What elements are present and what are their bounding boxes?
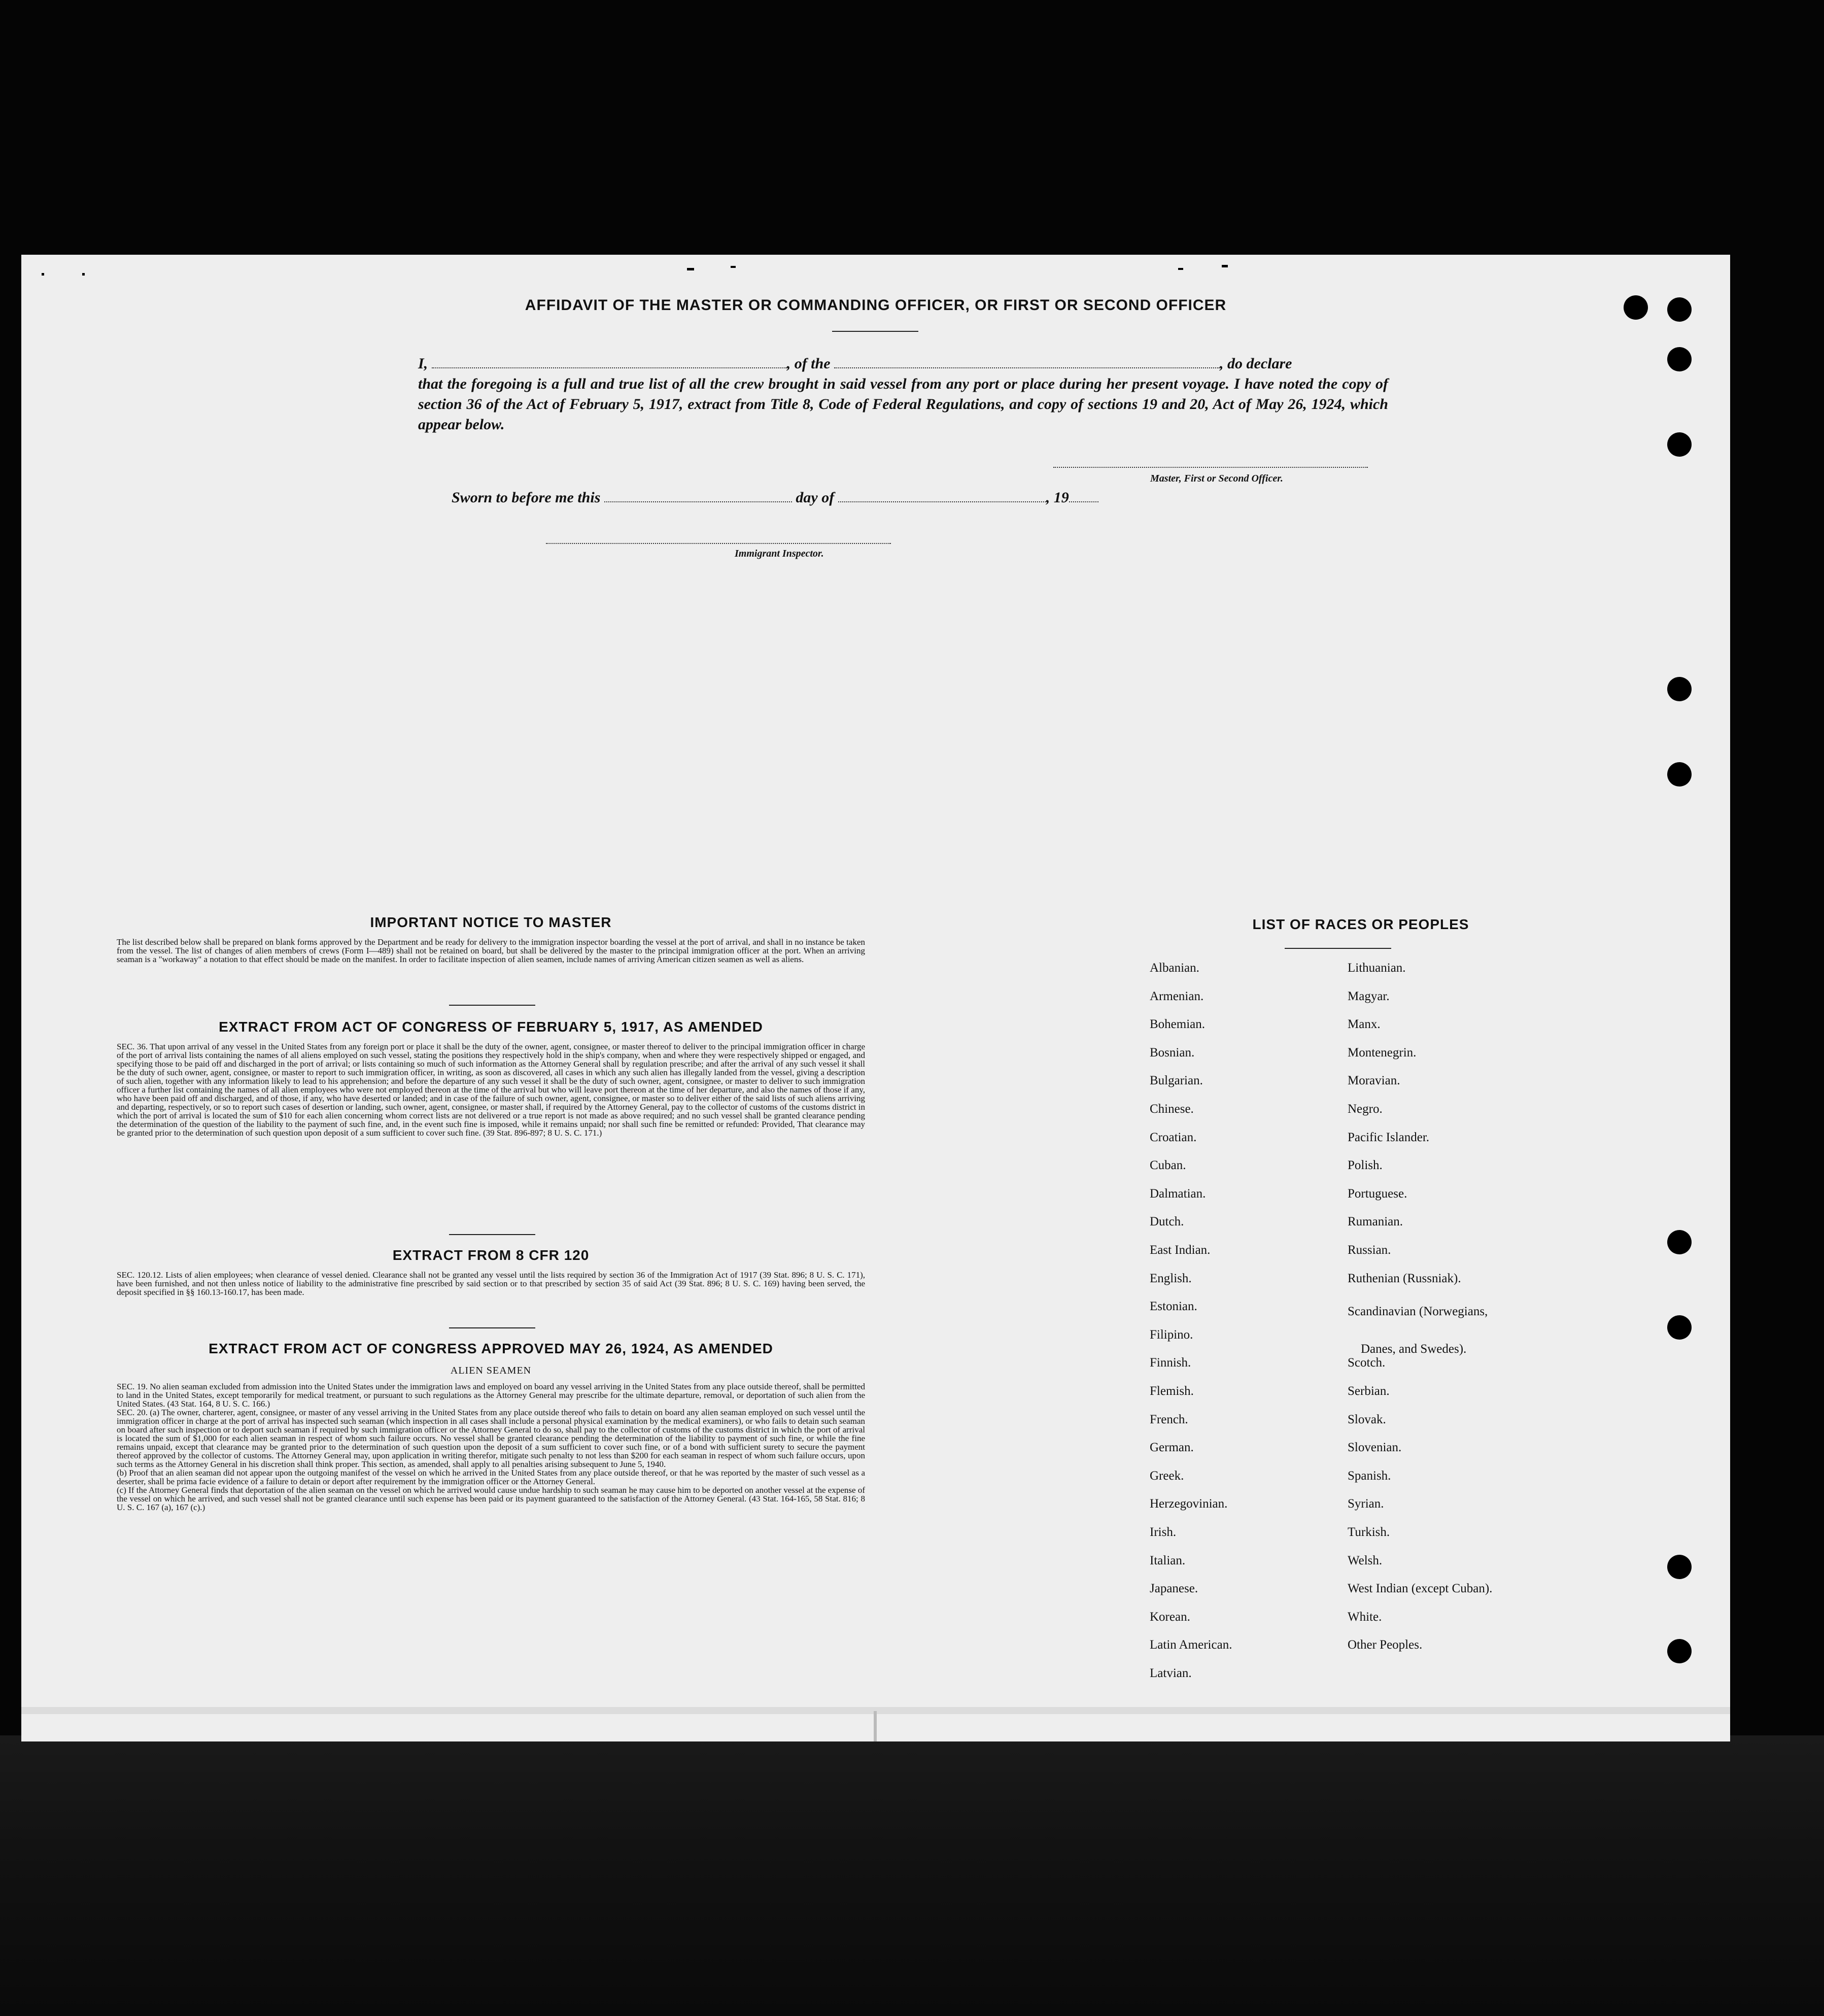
sworn-year-label: , 19 xyxy=(1046,489,1069,506)
race-item: East Indian. xyxy=(1150,1243,1211,1257)
race-item: Croatian. xyxy=(1150,1130,1197,1144)
extract-1917-paragraph: SEC. 36. That upon arrival of any vessel in the United States from any foreign port or place it shall be the duty of the owner, agent, consignee, or master thereof to deliver to the principal immigration officer in charge of the port of arrival lists containing the names of all aliens employed on such vessel, stating the positions they respectively hold in the ship's company, when and where they were respectively shipped or engaged, and specifying those to be paid off and discharged in the port of arrival; or lists containing so much of such information as the Attorney General shall by regulation prescribe; and after the arrival of any such vessel it shall be the duty of such owner, agent, consignee, or master to report to such immigration officer, in writing, as soon as discovered, all cases in which any such alien has illegally landed from the vessel, giving a description of such alien, together with any information likely to lead to his apprehension; and before the departure of any such vessel it shall be the duty of such owner, agent, consignee, or master to deliver to such immigration officer a further list containing the names of all alien employees who were not employed thereon at the time of the arrival but who will leave port thereon at the time of her departure, and also the names of those if any, who have been paid off and discharged, and of those, if any, who have deserted or landed; and in case of the failure of such owner, agent, consignee, or master so to deliver either of the said lists of such aliens arriving and departing, respectively, or so to report such cases of desertion or landing, such owner, agent, consignee, or master shall, if required by the Attorney General, pay to the collector of customs of the customs district in which the port of arrival is located the sum of $10 for each alien concerning whom correct lists are not delivered or a true report is not made as above required; and no such vessel shall be granted clearance pending the determination of the question of the liability to the payment of such fine, and, in the event such fine is imposed, while it remains unpaid; nor shall such fine be remitted or refunded: Provided, That clearance may be granted prior to the determination of such question upon deposit of a sum sufficient to cover such fine. (39 Stat. 896-897; 8 U. S. C. 171.) xyxy=(117,1042,865,1138)
race-item: Rumanian. xyxy=(1348,1215,1403,1229)
extract-1917-title: EXTRACT FROM ACT OF CONGRESS OF FEBRUARY 5, 1917, AS AMENDED xyxy=(219,1019,763,1035)
sec-20b-paragraph: (b) Proof that an alien seaman did not appear upon the outgoing manifest of the vessel on which he arrived in the United States from any place outside thereof, or that he was reported by the master of such vessel as a deserter, shall be prima facie evidence of a failure to detain or deport after requirement by the immigration officer or the Attorney General. xyxy=(117,1468,865,1486)
race-item: Albanian. xyxy=(1150,961,1199,975)
race-item: Pacific Islander. xyxy=(1348,1130,1430,1144)
speck xyxy=(1178,268,1183,270)
sec-20c-paragraph: (c) If the Attorney General finds that deportation of the alien seaman on the vessel on which he arrived would cause undue hardship to such seaman he may cause him to be deported on another vessel at the expense of the vessel on which he arrived, and such vessel shall not be granted clearance until such expense has been paid or its payment guaranteed to the satisfaction of the Attorney General. (43 Stat. 164-165, 58 Stat. 816; 8 U. S. C. 167 (a), 167 (c).) xyxy=(117,1485,865,1512)
extract-cfr-body xyxy=(117,1271,865,1296)
extract-cfr-paragraph: SEC. 120.12. Lists of alien employees; when clearance of vessel denied. Clearance shall not be granted any vessel until the lists required by section 36 of the Immigration Act of 1917 (39 Stat. 896; 8 U. S. C. 171), have been furnished, and not then unless notice of liability to the administrative fine prescribed by said section or to that prescribed by section 35 of said Act (39 Stat. 896; 8 U. S. C. 169) having been served, the deposit specified in §§ 160.13-160.17, has been made. xyxy=(117,1270,865,1297)
race-item: Filipino. xyxy=(1150,1327,1193,1342)
race-item: Syrian. xyxy=(1348,1497,1384,1511)
race-item: Lithuanian. xyxy=(1348,961,1406,975)
punch-hole xyxy=(1667,1639,1692,1663)
race-item: Slovenian. xyxy=(1348,1441,1402,1455)
race-item: Scotch. xyxy=(1348,1356,1386,1370)
page-fold xyxy=(874,1711,877,1741)
inspector-signature-label: Immigrant Inspector. xyxy=(735,548,824,559)
race-item: Irish. xyxy=(1150,1525,1177,1539)
sworn-year-field[interactable] xyxy=(1069,492,1098,502)
race-item: White. xyxy=(1348,1610,1382,1624)
race-item: Flemish. xyxy=(1150,1384,1194,1398)
race-item: Korean. xyxy=(1150,1610,1190,1624)
race-item: Bohemian. xyxy=(1150,1017,1206,1032)
race-item: Cuban. xyxy=(1150,1158,1186,1173)
declaration-line xyxy=(418,354,1388,374)
race-item: Other Peoples. xyxy=(1348,1638,1423,1652)
notice-title: IMPORTANT NOTICE TO MASTER xyxy=(370,914,612,930)
extract-1924-title: EXTRACT FROM ACT OF CONGRESS APPROVED MAY 26, 1924, AS AMENDED xyxy=(209,1341,773,1356)
race-item: German. xyxy=(1150,1441,1194,1455)
race-item: Slovak. xyxy=(1348,1412,1386,1426)
race-item: Negro. xyxy=(1348,1102,1383,1116)
race-item: Dalmatian. xyxy=(1150,1186,1206,1201)
master-signature-line[interactable] xyxy=(1053,467,1368,468)
race-item: English. xyxy=(1150,1271,1192,1285)
vessel-prefix: , of the xyxy=(786,355,831,372)
races-title: LIST OF RACES OR PEOPLES xyxy=(1252,916,1469,932)
section-divider xyxy=(449,1005,535,1006)
race-item: Moravian. xyxy=(1348,1074,1400,1088)
race-item: Manx. xyxy=(1348,1017,1381,1032)
punch-hole xyxy=(1667,1555,1692,1579)
race-item: Greek. xyxy=(1150,1468,1184,1483)
race-item: Magyar. xyxy=(1348,989,1390,1003)
master-signature-label: Master, First or Second Officer. xyxy=(1150,473,1283,484)
sworn-day-field[interactable] xyxy=(604,492,792,502)
race-item: Latvian. xyxy=(1150,1666,1192,1680)
speck xyxy=(731,266,736,268)
affidavit-statement: that the foregoing is a full and true list of all the crew brought in said vessel from any port or place during her present voyage. I have noted the copy of section 36 of the Act of February 5, 1917, extract from Title 8, Code of Federal Regulations, and copy of sections 19 and 20, Act of May 26, 1924, which appear below. xyxy=(418,375,1388,433)
race-item: Welsh. xyxy=(1348,1553,1383,1567)
race-item: Herzegovinian. xyxy=(1150,1497,1228,1511)
speck xyxy=(82,273,85,276)
race-item: Bulgarian. xyxy=(1150,1074,1203,1088)
vessel-name-field[interactable] xyxy=(834,358,1220,368)
extract-1924-body xyxy=(117,1382,865,1512)
race-item: Scandinavian (Norwegians, xyxy=(1348,1305,1488,1319)
speck xyxy=(42,273,44,276)
affidavit-title: AFFIDAVIT OF THE MASTER OR COMMANDING OFFICER, OR FIRST OR SECOND OFFICER xyxy=(525,297,1227,314)
extract-cfr-title: EXTRACT FROM 8 CFR 120 xyxy=(392,1247,590,1263)
races-divider xyxy=(1285,948,1391,949)
affidavit-statement-block xyxy=(418,354,1388,435)
notice-body xyxy=(117,938,865,964)
sworn-day-label: day of xyxy=(796,489,835,506)
race-item: Bosnian. xyxy=(1150,1045,1195,1060)
sec-20a-paragraph: SEC. 20. (a) The owner, charterer, agent, consignee, or master of any vessel arriving in the United States from any place outside thereof who fails to detain on board any alien seaman employed on such vessel until the immigration officer in charge at the port of arrival has inspected such seaman (which inspection in all cases shall include a personal physical examination by the medical examiners), or who fails to detain such seaman on board after such inspection or to deport such seaman if required by such immigration officer or the Attorney General to do so, shall pay to the collector of customs of the customs district in which the port of arrival is located the sum of $1,000 for each alien seaman in respect of whom such failure occurs. No vessel shall be granted clearance pending the determination of the liability to payment of such fine, or while the fine remains unpaid, except that clearance may be granted prior to the determination of such question upon the deposit of a sum sufficient to cover such fine, or of a bond with sufficient surety to secure the payment thereof approved by the collector of customs. The Attorney General may, upon application in writing therefor, mitigate such penalty to not less than $200 for each seaman in respect of whom such failure occurs, upon such terms as the Attorney General in his discretion shall think proper. This section, as amended, shall apply to all penalties arising subsequent to June 5, 1940. xyxy=(117,1408,865,1469)
punch-hole xyxy=(1667,1315,1692,1340)
extract-1917-body xyxy=(117,1042,865,1137)
declarant-prefix: I, xyxy=(418,355,428,372)
speck xyxy=(1222,265,1228,267)
race-item: Turkish. xyxy=(1348,1525,1390,1539)
sworn-line xyxy=(452,489,1098,506)
punch-hole xyxy=(1667,762,1692,787)
scanner-bed-bottom xyxy=(0,1735,1824,2016)
race-item: Montenegrin. xyxy=(1348,1045,1417,1060)
speck xyxy=(687,268,694,270)
punch-hole xyxy=(1667,347,1692,371)
race-item: Russian. xyxy=(1348,1243,1391,1257)
title-divider xyxy=(832,331,918,332)
alien-seamen-subtitle: ALIEN SEAMEN xyxy=(450,1365,532,1376)
race-item: Chinese. xyxy=(1150,1102,1194,1116)
punch-hole xyxy=(1667,432,1692,457)
sec-19-paragraph: SEC. 19. No alien seaman excluded from admission into the United States under the immigration laws and employed on board any vessel arriving in the United States from any place outside thereof, shall be permitted to land in the United States, except temporarily for medical treatment, or pursuant to such regulations as the Attorney General may prescribe for the ultimate departure, removal, or deportation of such alien from the United States. (43 Stat. 164, 8 U. S. C. 166.) xyxy=(117,1382,865,1409)
race-item: Ruthenian (Russniak). xyxy=(1348,1271,1461,1285)
race-item: French. xyxy=(1150,1412,1188,1426)
race-item: Latin American. xyxy=(1150,1638,1232,1652)
race-item: Dutch. xyxy=(1150,1215,1184,1229)
race-item: Serbian. xyxy=(1348,1384,1390,1398)
declarant-name-field[interactable] xyxy=(432,358,787,368)
race-item: West Indian (except Cuban). xyxy=(1348,1582,1493,1596)
race-item: Spanish. xyxy=(1348,1468,1391,1483)
race-item: Finnish. xyxy=(1150,1356,1191,1370)
race-item: Armenian. xyxy=(1150,989,1204,1003)
inspector-signature-line[interactable] xyxy=(546,543,891,544)
race-item: Estonian. xyxy=(1150,1300,1197,1314)
section-divider xyxy=(449,1234,535,1235)
document-page xyxy=(21,255,1730,1741)
notice-paragraph: The list described below shall be prepared on blank forms approved by the Department and be ready for delivery to the immigration inspector boarding the vessel at the port of arrival, and shall in no instance be taken from the vessel. The list of changes of alien members of crews (Form I—489) shall not be retained on board, but shall be delivered by the master to the principal immigration officer at the port. When an arriving seaman is a "workaway" a notation to that effect should be made on the manifest. In order to facilitate inspection of alien seamen, include names of arriving American citizen seamen as well as aliens. xyxy=(117,937,865,964)
race-item: Portuguese. xyxy=(1348,1186,1407,1201)
race-item: Danes, and Swedes). xyxy=(1361,1342,1467,1356)
punch-hole xyxy=(1667,1230,1692,1254)
sworn-month-field[interactable] xyxy=(838,492,1046,502)
section-divider xyxy=(449,1327,535,1328)
race-item: Polish. xyxy=(1348,1158,1383,1173)
race-item: Japanese. xyxy=(1150,1582,1198,1596)
race-item: Italian. xyxy=(1150,1553,1186,1567)
sworn-prefix: Sworn to before me this xyxy=(452,489,601,506)
declare-suffix: , do declare xyxy=(1220,355,1292,372)
punch-hole xyxy=(1667,677,1692,701)
